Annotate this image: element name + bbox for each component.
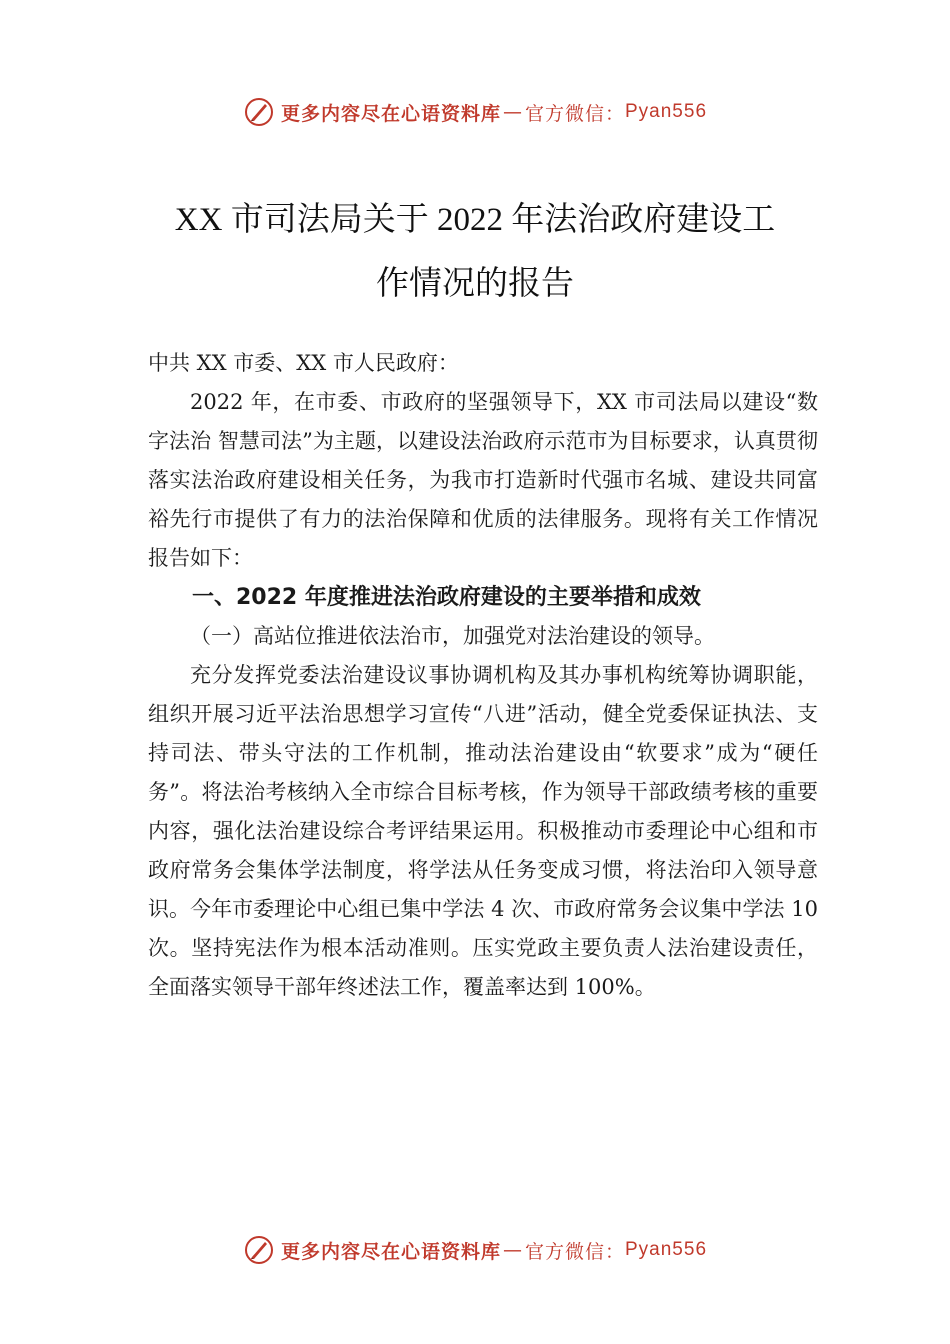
document-body — [148, 344, 818, 1007]
watermark-brand: 更多内容尽在心语资料库 — [280, 102, 501, 125]
watermark-separator: — — [502, 101, 523, 123]
subsection-heading: （一）高站位推进依法治市，加强党对法治建设的领导。 — [190, 624, 715, 648]
watermark-brand: 更多内容尽在心语资料库 — [280, 1240, 501, 1263]
watermark-label: 官方微信： — [524, 1240, 625, 1263]
title-line-1: XX 市司法局关于 2022 年法治政府建设工 — [174, 202, 776, 238]
watermark-id: Pyan556 — [625, 101, 708, 122]
watermark-id: Pyan556 — [625, 1239, 708, 1260]
body-paragraph: 充分发挥党委法治建设议事协调机构及其办事机构统筹协调职能，组织开展习近平法治思想学习宣传“八进”活动，健全党委保证执法、支持司法、带头守法的工作机制，推动法治建设由“软要求”成为“硬任务”。将法治考核纳入全市综合目标考核，作为领导干部政绩考核的重要内容，强化法治建设综合考评结果运用。积极推动市委理论中心组和市政府常务会集体学法制度，将学法从任务变成习惯，将法治印入领导意识。今年市委理论中心组已集中学法 4 次、市政府常务会议集中学法 10 次。坚持宪法作为根本活动准则。压实党政主要负责人法治建设责任，全面落实领导干部年终述法工作，覆盖率达到 100%。 — [148, 663, 818, 999]
salutation: 中共 XX 市委、XX 市人民政府： — [148, 351, 459, 375]
quill-logo-icon — [243, 1234, 275, 1266]
document-title — [120, 188, 830, 316]
footer-watermark — [0, 1234, 950, 1266]
title-line-2: 作情况的报告 — [376, 266, 574, 302]
watermark-separator: — — [502, 1239, 523, 1261]
watermark-label: 官方微信： — [524, 102, 625, 125]
quill-logo-icon — [243, 96, 275, 128]
intro-paragraph: 2022 年，在市委、市政府的坚强领导下，XX 市司法局以建设“数字法治 智慧司法”为主题，以建设法治政府示范市为目标要求，认真贯彻落实法治政府建设相关任务，为我市打造新时代强市名城、建设共同富裕先行市提供了有力的法治保障和优质的法律服务。现将有关工作情况报告如下： — [148, 390, 818, 570]
section-heading: 一、2022 年度推进法治政府建设的主要举措和成效 — [192, 585, 701, 610]
header-watermark — [0, 96, 950, 128]
